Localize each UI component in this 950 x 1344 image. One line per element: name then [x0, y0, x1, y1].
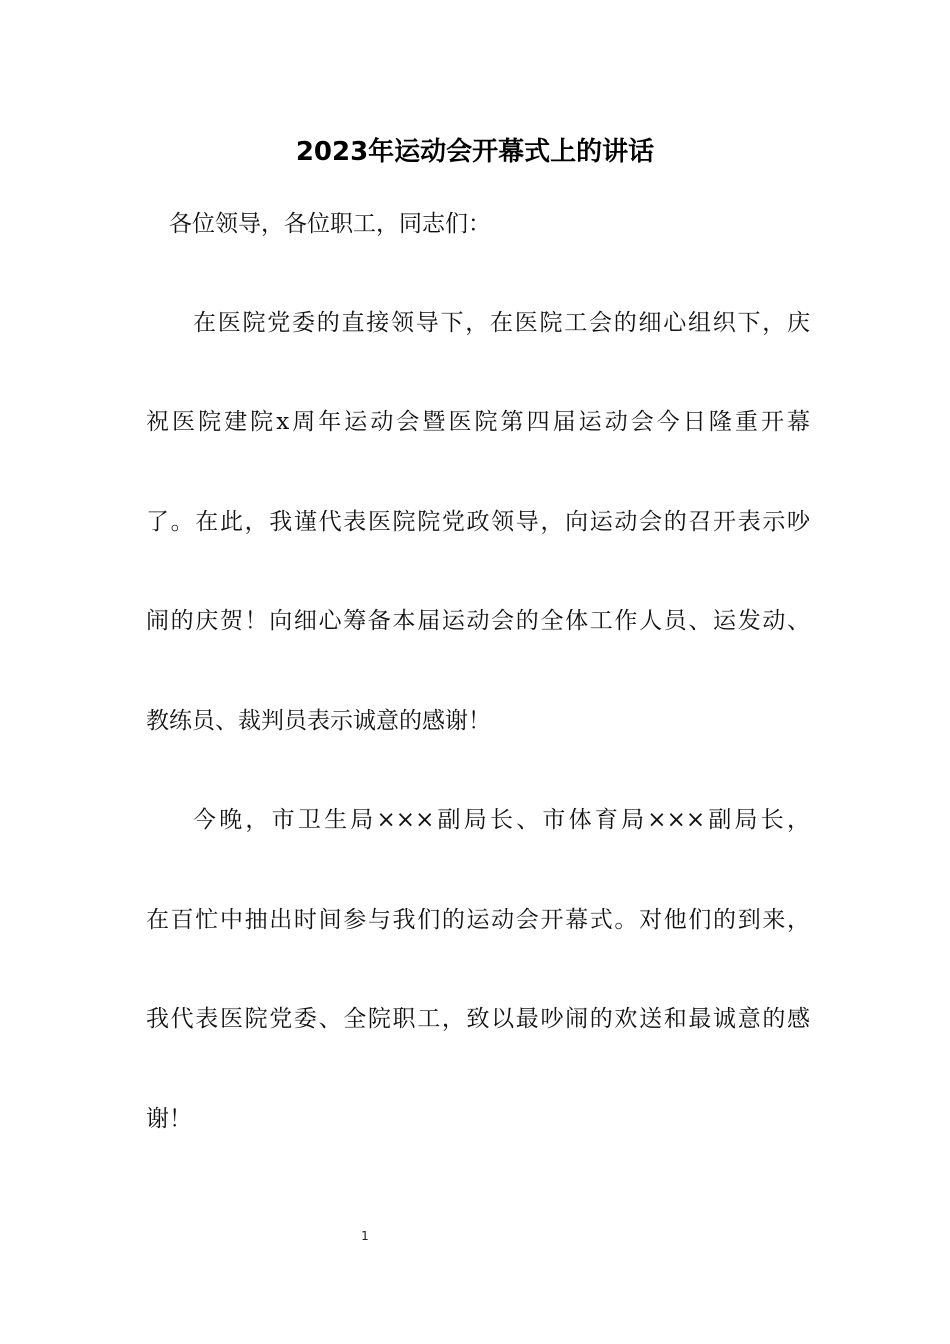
paragraph-1-line-3: 了。在此，我谨代表医院院党政领导，向运动会的召开表示吵: [146, 509, 810, 535]
salutation: 各位领导，各位职工，同志们：: [169, 211, 491, 237]
document-title: 2023年运动会开幕式上的讲话: [295, 137, 655, 167]
paragraph-1-line-2: 祝医院建院x周年运动会暨医院第四届运动会今日隆重开幕: [146, 409, 810, 435]
paragraph-2-line-1: 今晚，市卫生局×××副局长、市体育局×××副局长，: [193, 807, 810, 833]
page-number: 1: [361, 1229, 369, 1243]
paragraph-1-line-4: 闹的庆贺！向细心筹备本届运动会的全体工作人员、运发动、: [146, 608, 810, 634]
paragraph-1-line-5: 教练员、裁判员表示诚意的感谢！: [146, 708, 491, 734]
paragraph-2-line-2: 在百忙中抽出时间参与我们的运动会开幕式。对他们的到来，: [146, 907, 810, 933]
paragraph-1-line-1: 在医院党委的直接领导下，在医院工会的细心组织下，庆: [193, 310, 810, 336]
paragraph-2-line-3: 我代表医院党委、全院职工，致以最吵闹的欢送和最诚意的感: [146, 1006, 810, 1032]
paragraph-2-line-4: 谢！: [146, 1106, 192, 1132]
